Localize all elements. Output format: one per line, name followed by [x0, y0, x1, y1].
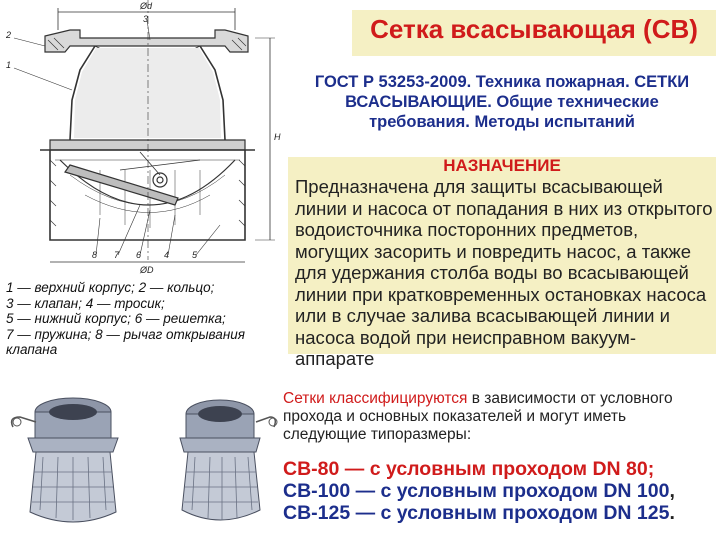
strainer-photo-1 — [8, 372, 138, 532]
size-desc: — с условным проходом DN 125 — [350, 502, 670, 524]
classification-lead: Сетки классифицируются — [283, 390, 468, 407]
purpose-heading: НАЗНАЧЕНИЕ — [443, 156, 561, 175]
label-6: 6 — [136, 250, 142, 260]
size-code: СВ-100 — [283, 480, 351, 502]
size-punct: . — [669, 502, 675, 524]
purpose-text: Предназначена для защиты всасывающей линии и насоса от попадания в них из открытого водоисточника посторонних предметов, могущих засорить и повредить насос, а также для удержания столба воды во всасывающей линии при кратковременных остановках насоса или в случае залива всасывающей линии и насоса водой при неисправном вакуум-аппарате — [295, 176, 713, 369]
size-code: СВ-80 — [283, 458, 340, 480]
size-punct: , — [669, 480, 675, 502]
label-d: Ød — [140, 1, 153, 11]
size-item — [283, 502, 718, 524]
legend-line: 1 — верхний корпус; 2 — кольцо; — [6, 280, 215, 295]
label-2: 2 — [6, 30, 12, 40]
gost-reference: ГОСТ Р 53253-2009. Техника пожарная. СЕТКИ ВСАСЫВАЮЩИЕ. Общие технические требования. Методы испытаний — [314, 73, 690, 131]
label-5: 5 — [192, 250, 198, 260]
size-item — [283, 458, 718, 480]
size-desc: — с условным проходом DN 100 — [350, 480, 670, 502]
label-7: 7 — [114, 250, 120, 260]
label-4: 4 — [164, 250, 170, 260]
label-8: 8 — [92, 250, 98, 260]
technical-drawing — [0, 0, 285, 275]
legend-line: 3 — клапан; 4 — тросик; — [6, 295, 165, 311]
label-h: H — [274, 132, 281, 142]
size-list — [283, 458, 718, 524]
strainer-photo-2 — [170, 372, 280, 532]
label-dd: ØD — [140, 265, 154, 275]
classification-text — [283, 390, 713, 444]
label-1: 1 — [6, 60, 12, 70]
legend-line: клапана — [6, 342, 58, 357]
size-desc: — с условным проходом DN 80; — [339, 458, 655, 480]
size-item — [283, 480, 718, 502]
drawing-legend — [6, 280, 282, 358]
label-3: 3 — [143, 14, 149, 24]
classification-rest: в зависимости от условного прохода и основных показателей и могут иметь следующие типоразмеры: — [283, 390, 673, 443]
page-title: Сетка всасывающая (СВ) — [370, 14, 698, 44]
legend-line: 7 — пружина; 8 — рычаг открывания — [6, 326, 245, 342]
legend-line: 5 — нижний корпус; 6 — решетка; — [6, 311, 226, 326]
size-code: СВ-125 — [283, 502, 351, 524]
